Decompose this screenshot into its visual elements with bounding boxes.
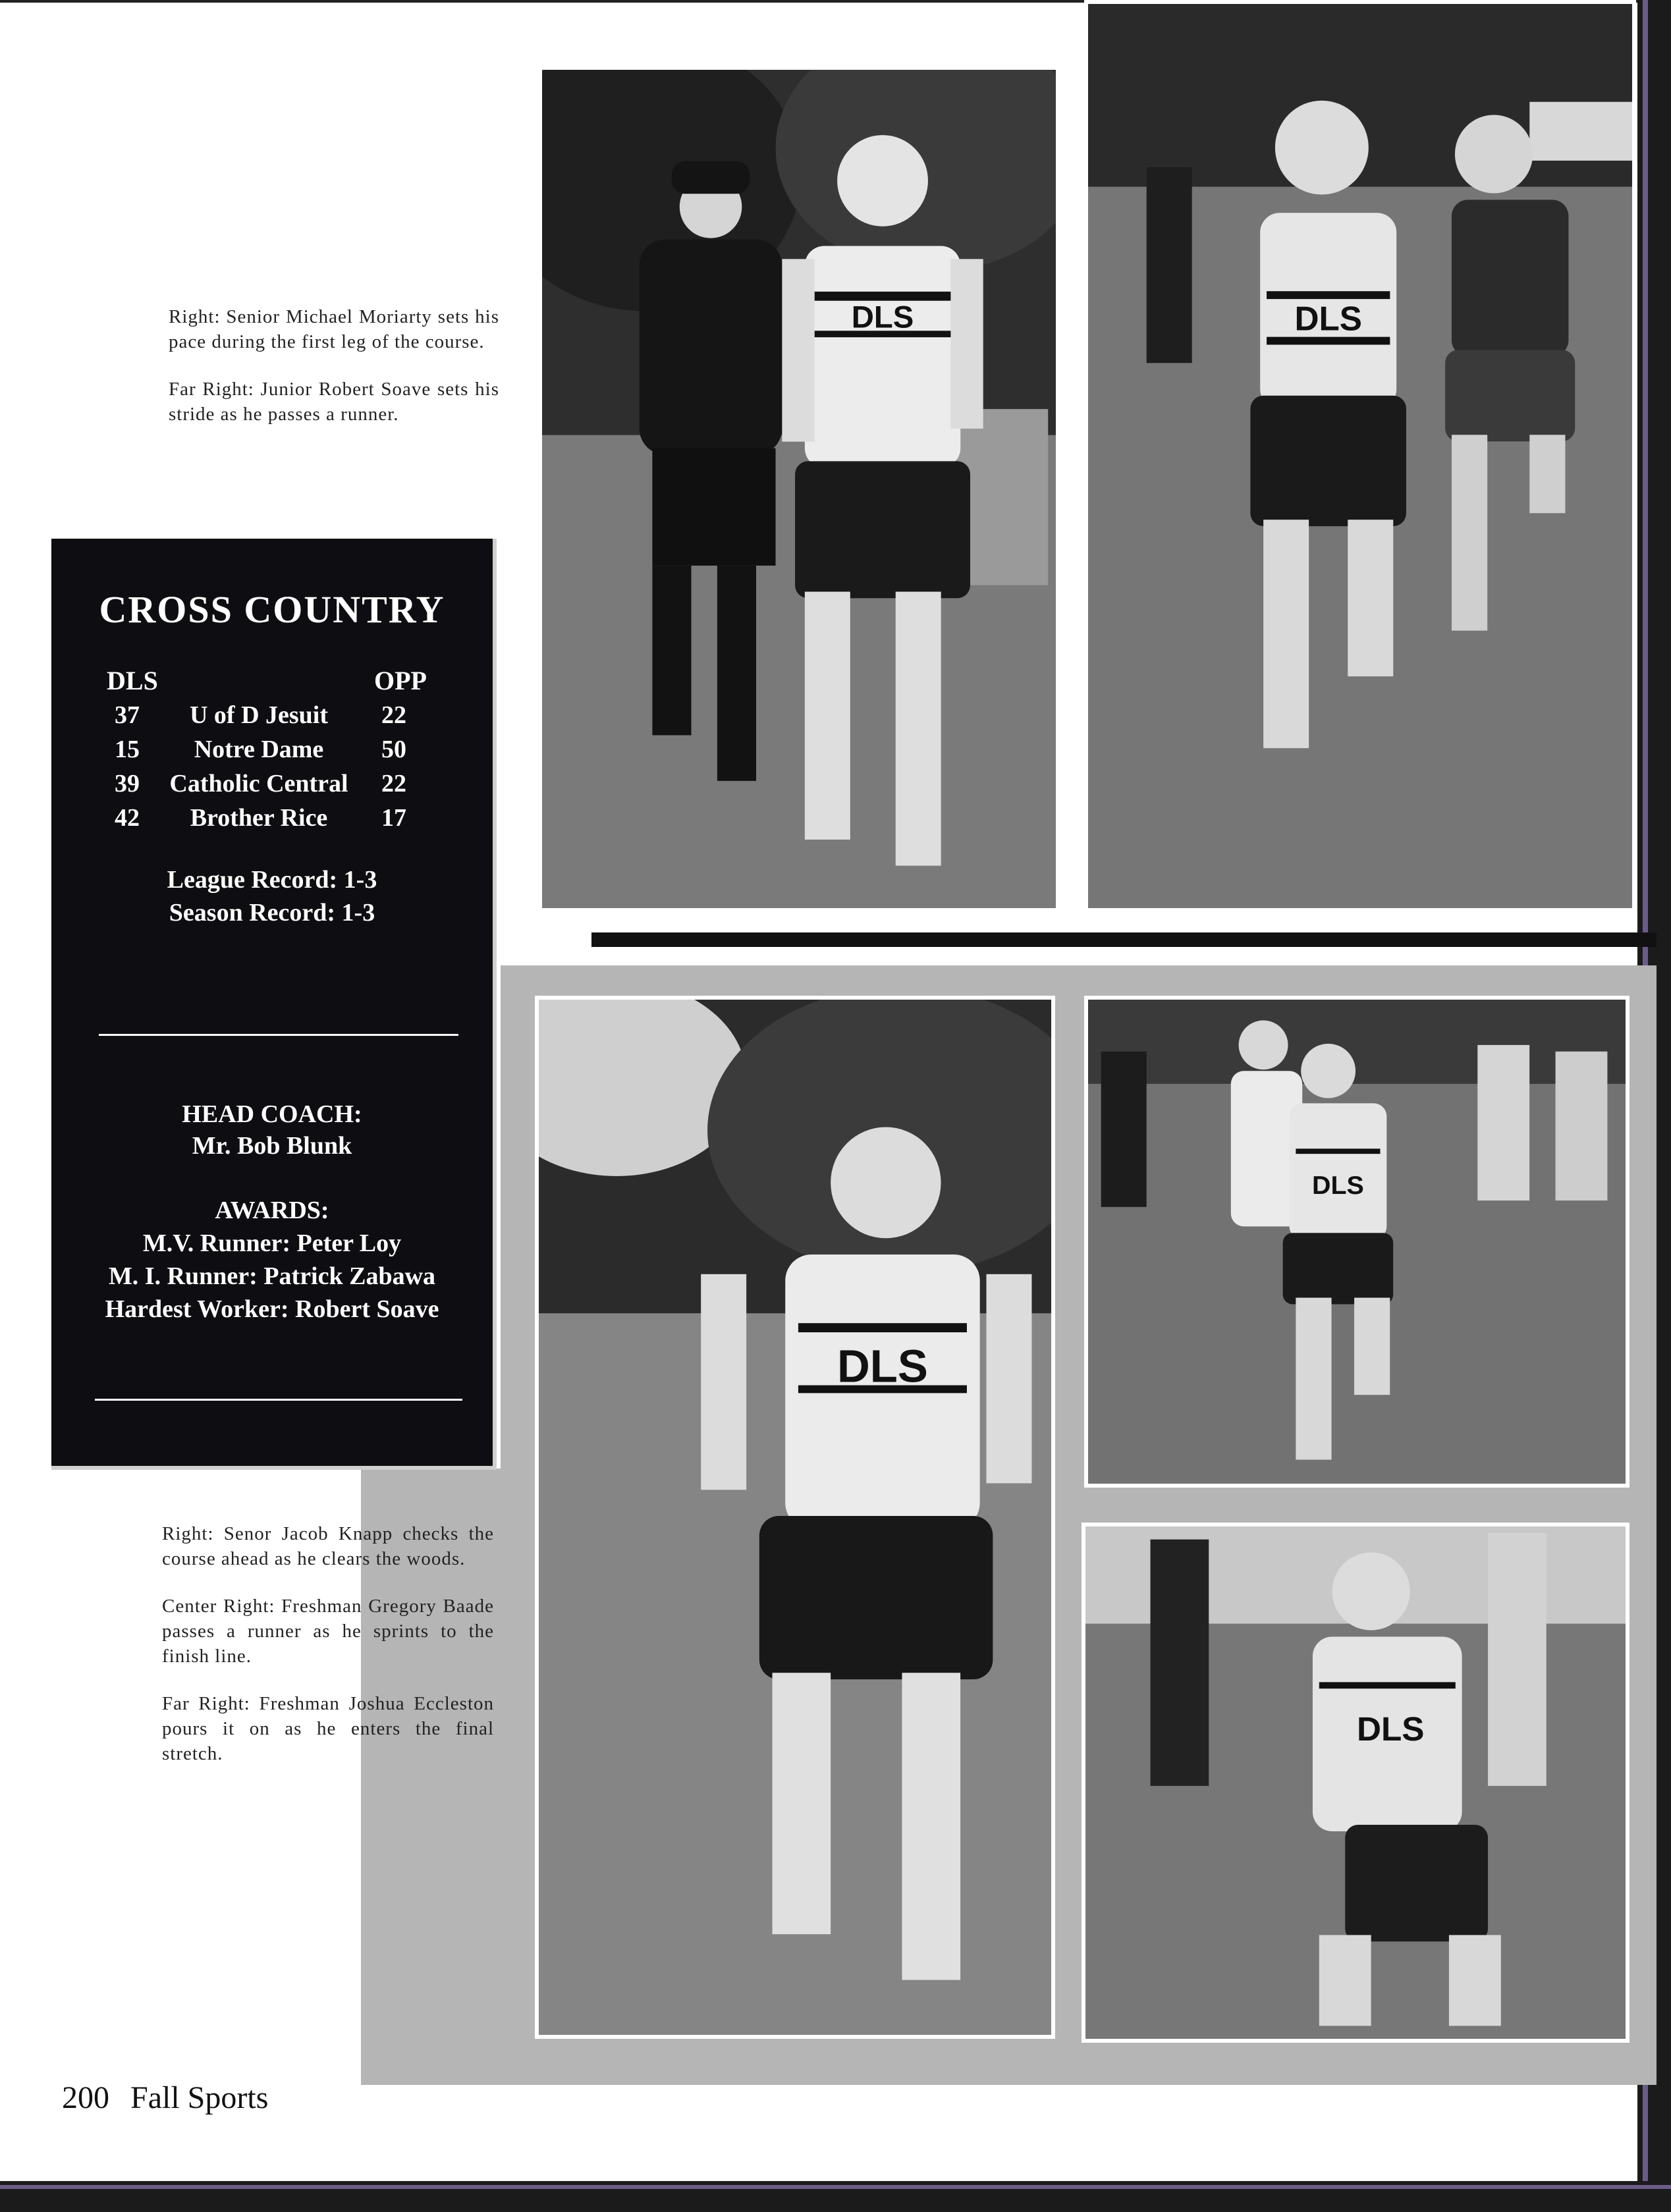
coach-heading: HEAD COACH: xyxy=(182,1100,362,1128)
caption-knapp: Right: Senor Jacob Knapp checks the course ahead as he clears the woods. xyxy=(162,1523,494,1569)
jersey-text: DLS xyxy=(837,1340,928,1392)
dls-score: 15 xyxy=(115,736,140,763)
result-row xyxy=(51,803,493,836)
season-record: Season Record: 1-3 xyxy=(169,899,375,927)
photo-knapp-woods xyxy=(535,996,1055,2039)
result-row xyxy=(51,701,493,734)
black-divider-bar xyxy=(591,932,1657,947)
dls-score: 42 xyxy=(115,804,140,832)
caption-moriarty: Right: Senior Michael Moriarty sets his pace during the first leg of the course. xyxy=(169,306,499,352)
caption-baade: Center Right: Freshman Gregory Baade passes a runner as he sprints to the finish line. xyxy=(162,1596,494,1667)
caption-soave: Far Right: Junior Robert Soave sets his stride as he passes a runner. xyxy=(169,379,499,425)
awards-heading: AWARDS: xyxy=(215,1197,329,1224)
award-hardest-worker: Hardest Worker: Robert Soave xyxy=(105,1295,439,1323)
coach-name: Mr. Bob Blunk xyxy=(192,1132,352,1160)
opponent-name: Notre Dame xyxy=(194,736,324,763)
league-record: League Record: 1-3 xyxy=(167,866,377,894)
photo-moriarty-running xyxy=(538,66,1060,912)
section-name: Fall Sports xyxy=(130,2080,269,2115)
opp-score: 50 xyxy=(381,736,406,763)
top-captions xyxy=(169,304,499,449)
scorebox-divider xyxy=(99,1034,458,1036)
cross-country-scorebox xyxy=(51,539,497,1470)
jersey-text: DLS xyxy=(1294,299,1362,338)
scorebox-title: CROSS COUNTRY xyxy=(99,588,445,631)
photo-baade-passing xyxy=(1084,996,1630,1488)
opponent-name: Brother Rice xyxy=(190,804,328,832)
result-row xyxy=(51,769,493,802)
dls-column-header: DLS xyxy=(107,666,158,695)
photo-soave-passing xyxy=(1084,0,1636,912)
jersey-text: DLS xyxy=(1312,1171,1364,1200)
photo-eccleston-finish xyxy=(1082,1523,1630,2043)
dls-score: 39 xyxy=(115,770,140,797)
opponent-name: Catholic Central xyxy=(169,770,348,797)
bottom-captions xyxy=(162,1521,494,1789)
scorebox-divider xyxy=(95,1399,462,1401)
award-mip: M. I. Runner: Patrick Zabawa xyxy=(108,1262,436,1290)
jersey-text: DLS xyxy=(1356,1710,1425,1748)
result-row xyxy=(51,735,493,768)
bottom-edge-stripe xyxy=(0,2185,1671,2189)
award-mvp: M.V. Runner: Peter Loy xyxy=(142,1229,402,1257)
page-folio xyxy=(62,2080,268,2116)
dls-score: 37 xyxy=(115,701,140,729)
opponent-name: U of D Jesuit xyxy=(189,701,329,729)
opp-score: 17 xyxy=(381,804,406,832)
caption-eccleston: Far Right: Freshman Joshua Eccleston pours it on as he enters the final stretch. xyxy=(162,1693,494,1764)
jersey-text: DLS xyxy=(851,300,914,335)
opp-score: 22 xyxy=(381,701,406,729)
opp-score: 22 xyxy=(381,770,406,797)
opp-column-header: OPP xyxy=(374,666,427,695)
page-number: 200 xyxy=(62,2080,109,2115)
